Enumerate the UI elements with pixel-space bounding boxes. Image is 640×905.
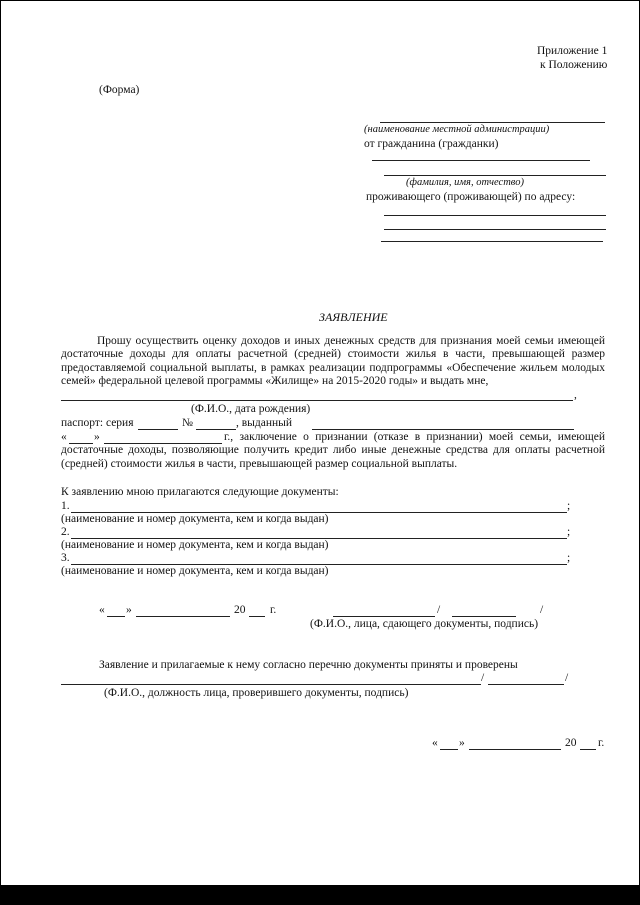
acceptance-slash-2: /: [565, 672, 569, 684]
passport-series-line: [138, 429, 178, 430]
accept-date-quote-close: »: [459, 737, 465, 749]
issued-label: , выданный: [236, 417, 293, 429]
application-paragraph: Прошу осуществить оценку доходов и иных денежных средств для признания моей семьи имеющей достаточные доходы для оплаты расчетной (средней) стоимости жилья в части, превышающей размер предоставляемой социальной выплаты, в рамках реализации подпрограммы «Обеспечение жильем молодых семей» федеральной целевой программы «Жилище» на 2015-2020 годы» и выдать мне,: [61, 335, 605, 388]
acceptance-text: Заявление и прилагаемые к нему согласно перечню документы приняты и проверены: [99, 659, 518, 671]
doc-1-caption: (наименование и номер документа, кем и когда выдан): [61, 513, 329, 525]
address-line-3: [381, 241, 603, 242]
doc-2-caption: (наименование и номер документа, кем и когда выдан): [61, 539, 329, 551]
accept-year-suffix: г.: [598, 737, 605, 749]
passport-label: паспорт: серия: [61, 417, 134, 429]
doc-2-end: ;: [567, 526, 571, 538]
doc-2-number: 2.: [61, 526, 70, 538]
issue-date-quote-open: «: [61, 431, 67, 443]
acceptance-signature-line: [488, 684, 564, 685]
admin-name-line: [380, 122, 605, 123]
sign-fio-line: [333, 616, 435, 617]
citizen-line-2: [384, 175, 606, 176]
address-line-1: [384, 215, 606, 216]
doc-1-number: 1.: [61, 500, 70, 512]
applicant-sign-caption: (Ф.И.О., лица, сдающего документы, подпись): [310, 618, 539, 630]
sign-date-quote-open: «: [99, 604, 105, 616]
accept-year-prefix: 20: [565, 737, 577, 749]
documents-intro: К заявлению мною прилагаются следующие документы:: [61, 486, 339, 498]
from-citizen-label: от гражданина (гражданки): [364, 138, 499, 150]
fio-caption: (фамилия, имя, отчество): [406, 177, 524, 188]
residing-label: проживающего (проживающей) по адресу:: [366, 191, 576, 203]
applicant-fio-line: [61, 400, 573, 401]
issue-date-quote-close: »: [94, 431, 100, 443]
sign-year-suffix: г.: [270, 604, 277, 616]
fio-dob-caption: (Ф.И.О., дата рождения): [191, 403, 311, 415]
sign-year-line: [249, 616, 265, 617]
accept-day-line: [440, 749, 458, 750]
applicant-line-comma: ,: [574, 389, 577, 401]
accept-date-quote-open: «: [432, 737, 438, 749]
appendix-number: Приложение 1: [537, 45, 608, 57]
issued-by-line: [312, 429, 574, 430]
acceptance-fio-line: [61, 684, 481, 685]
accept-month-line: [469, 749, 561, 750]
doc-1-end: ;: [567, 500, 571, 512]
document-title: ЗАЯВЛЕНИЕ: [319, 310, 388, 324]
passport-number-line: [196, 429, 236, 430]
doc-3-end: ;: [567, 552, 571, 564]
appendix-reference: к Положению: [540, 59, 608, 71]
admin-caption: (наименование местной администрации): [364, 124, 550, 135]
acceptance-caption: (Ф.И.О., должность лица, проверившего документы, подпись): [104, 687, 409, 699]
sign-day-line: [107, 616, 125, 617]
doc-3-caption: (наименование и номер документа, кем и когда выдан): [61, 565, 329, 577]
form-label: (Форма): [99, 84, 140, 96]
sign-slash-1: /: [437, 604, 441, 616]
number-sign: №: [182, 417, 193, 429]
sign-date-quote-close: »: [126, 604, 132, 616]
sign-month-line: [136, 616, 230, 617]
sign-year-prefix: 20: [234, 604, 246, 616]
doc-3-number: 3.: [61, 552, 70, 564]
accept-year-line: [580, 749, 596, 750]
sign-slash-2: /: [540, 604, 544, 616]
sign-signature-line: [452, 616, 516, 617]
acceptance-slash-1: /: [481, 672, 485, 684]
scan-bottom-bar: [0, 885, 640, 905]
address-line-2: [384, 229, 606, 230]
conclusion-paragraph: г., заключение о признании (отказе в признании) моей семьи, имеющей достаточные доходы, позволяющие получить кредит либо иные денежные средства для оплаты расчетной (средней) стоимости жилья в части, превышающей размер социальной выплаты.: [61, 431, 605, 470]
citizen-line-1: [372, 160, 590, 161]
